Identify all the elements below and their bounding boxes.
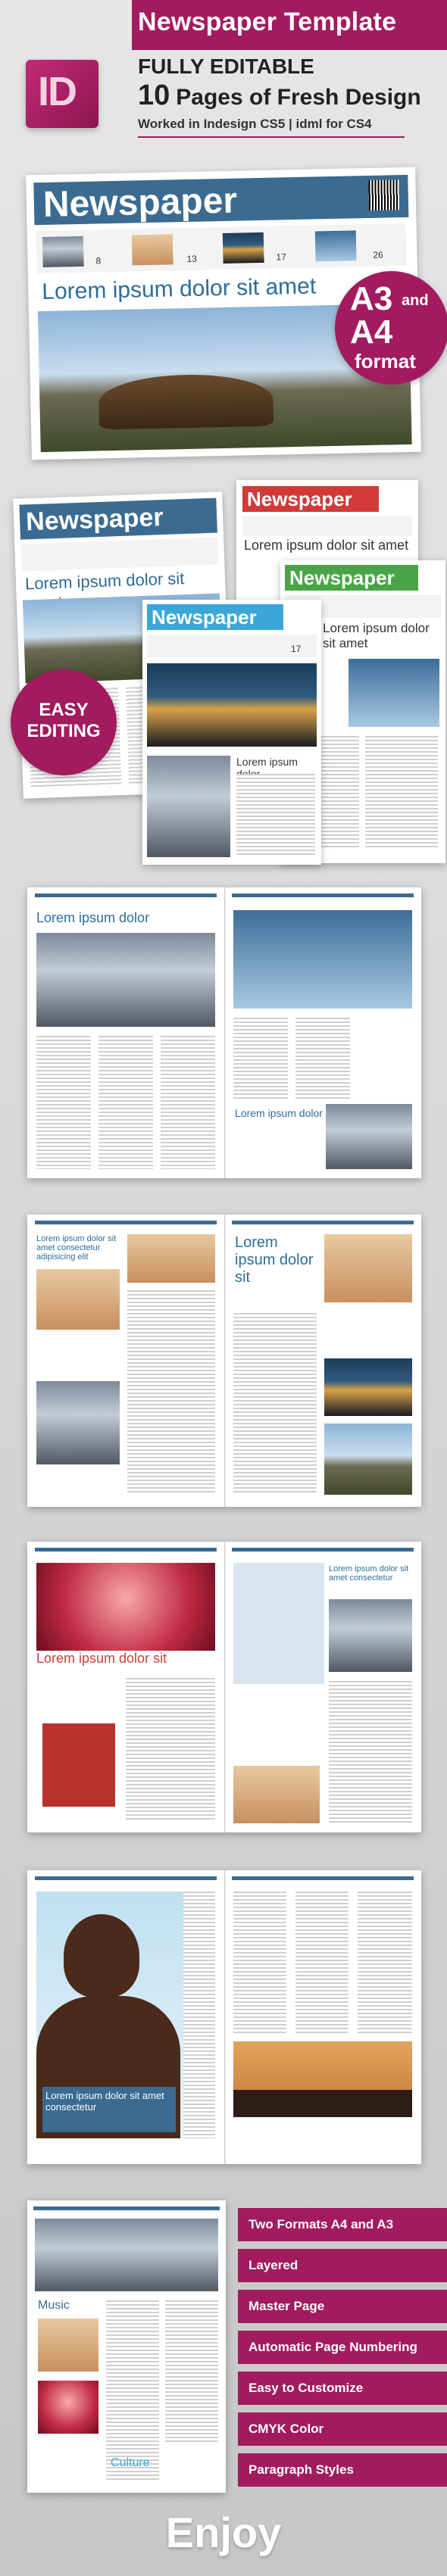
photo — [35, 2219, 218, 2291]
teaser-photo — [223, 232, 264, 264]
photo — [324, 1424, 412, 1495]
page-title: Newspaper Template — [138, 8, 397, 36]
crowd-silhouette — [233, 2090, 412, 2117]
pages-text: Pages of Fresh Design — [176, 85, 421, 110]
photo — [326, 1104, 412, 1169]
page-number: 13 — [186, 253, 197, 264]
spread-header-bar — [232, 1876, 414, 1880]
blue-teasers — [20, 538, 218, 572]
text-column — [106, 2300, 159, 2482]
page-number: 8 — [95, 255, 102, 267]
text-column — [233, 1313, 317, 1495]
format-badge — [335, 271, 447, 385]
photo — [36, 1563, 215, 1651]
divider — [138, 136, 405, 138]
text-column — [358, 1891, 412, 2035]
text-column — [126, 1678, 215, 1822]
spread-2 — [27, 1215, 421, 1507]
cyan-headline: Lorem ipsum — [236, 756, 298, 768]
spread-2-right-title: Lorem ipsum dolor sit — [235, 1234, 314, 1286]
spread-header-bar — [232, 1548, 414, 1552]
spread-5-page — [27, 2200, 226, 2493]
hero-masthead: Newspaper — [42, 180, 238, 225]
photo — [233, 910, 412, 1009]
spread-3-left-title: Lorem ipsum dolor sit — [36, 1651, 167, 1666]
red-headline: Lorem ipsum dolor sit amet — [244, 538, 409, 553]
badge-format: format — [355, 350, 416, 373]
silhouette-head — [64, 1914, 139, 1997]
badge-a4: A4 — [350, 313, 393, 351]
handshake-photo — [329, 1599, 412, 1672]
text-column — [236, 774, 315, 857]
badge-easy: EASY — [39, 700, 89, 720]
feature-item: Layered — [238, 2249, 447, 2282]
pages-label — [138, 80, 421, 112]
page-number: 26 — [373, 249, 383, 260]
spread-header-bar — [35, 1548, 217, 1552]
teaser-photo — [132, 234, 173, 265]
text-column — [161, 1036, 215, 1169]
teaser-photo — [42, 236, 84, 267]
blue-headline: Lorem ipsum dolor sit — [24, 569, 185, 594]
text-column — [295, 1018, 350, 1101]
page-number: 17 — [276, 251, 286, 263]
red-door-photo — [42, 1723, 115, 1807]
text-column — [365, 736, 438, 850]
spread-3 — [27, 1542, 421, 1832]
spread-4 — [27, 1870, 421, 2164]
red-teasers — [242, 516, 412, 536]
culture-label: Culture — [111, 2456, 150, 2469]
cyan-masthead: Newspaper — [152, 606, 257, 628]
spread-header-bar — [33, 2206, 220, 2210]
feature-item: Automatic Page Numbering — [238, 2331, 447, 2364]
cyan-photo-city — [147, 756, 230, 857]
indesign-logo-icon — [26, 60, 98, 128]
spread-header-bar — [35, 1221, 217, 1224]
spread-4-left-title: Lorem ipsum dolor sit amet consectetur — [42, 2087, 176, 2132]
feature-item: Easy to Customize — [238, 2372, 447, 2405]
spread-1-right-title: Lorem ipsum dolor — [235, 1107, 323, 1119]
pages-count: 10 — [138, 80, 170, 111]
easy-editing-badge — [11, 669, 117, 775]
spread-fold — [224, 887, 226, 1178]
feature-item: Paragraph Styles — [238, 2453, 447, 2487]
text-column — [233, 1891, 286, 2035]
feature-item: Two Formats A4 and A3 — [238, 2208, 447, 2241]
photo — [36, 933, 215, 1027]
blue-masthead: Newspaper — [25, 503, 164, 537]
photo — [233, 1766, 320, 1823]
feature-item: Master Page — [238, 2290, 447, 2323]
text-column — [183, 1891, 215, 2138]
spread-fold — [224, 1215, 226, 1507]
teaser-photo — [315, 230, 357, 261]
logo-text: ID — [38, 69, 76, 114]
green-photo — [349, 659, 439, 727]
spread-1-left-title: Lorem ipsum dolor — [36, 910, 150, 925]
photo — [324, 1234, 412, 1302]
text-column — [233, 1018, 288, 1101]
spread-2-left-title: Lorem ipsum dolor sit amet consectetur adipisicing elit — [36, 1234, 117, 1261]
red-masthead: Newspaper — [247, 488, 352, 510]
photo — [36, 1381, 120, 1464]
spread-1 — [27, 887, 421, 1178]
badge-and: and — [402, 292, 429, 309]
music-label: Music — [38, 2299, 70, 2312]
text-column — [165, 2300, 218, 2444]
spread-header-bar — [35, 1876, 217, 1880]
text-column — [295, 1891, 349, 2035]
feature-item: CMYK Color — [238, 2412, 447, 2446]
page-number: 17 — [291, 644, 302, 654]
enjoy-text: Enjoy — [165, 2509, 282, 2556]
barcode-icon — [368, 179, 399, 211]
photo — [38, 2381, 98, 2434]
sidebar-box — [233, 1563, 324, 1684]
text-column — [127, 1290, 215, 1495]
cyan-photo — [147, 663, 317, 747]
fully-editable-label: FULLY EDITABLE — [138, 55, 314, 78]
text-column — [98, 1036, 153, 1169]
hero-headline: Lorem ipsum dolor sit amet — [42, 273, 317, 305]
photo — [36, 1269, 120, 1330]
cyan-page — [142, 600, 321, 865]
photo — [324, 1358, 412, 1416]
spread-header-bar — [232, 1221, 414, 1224]
spread-3-right-title: Lorem ipsum dolor sit amet consectetur — [329, 1564, 409, 1583]
spread-fold — [224, 1870, 226, 2164]
green-headline: Lorem ipsum dolor sit amet — [323, 621, 430, 650]
photo — [38, 2319, 98, 2372]
spread-header-bar — [35, 893, 217, 897]
badge-a3: A3 — [350, 280, 393, 317]
spread-header-bar — [232, 893, 414, 897]
photo — [127, 1234, 215, 1283]
text-column — [329, 1681, 412, 1823]
badge-editing: EDITING — [27, 721, 101, 741]
spread-fold — [224, 1542, 226, 1832]
worked-in-label: Worked in Indesign CS5 | idml for CS4 — [138, 117, 372, 131]
green-masthead: Newspaper — [289, 566, 395, 589]
text-column — [36, 1036, 91, 1169]
